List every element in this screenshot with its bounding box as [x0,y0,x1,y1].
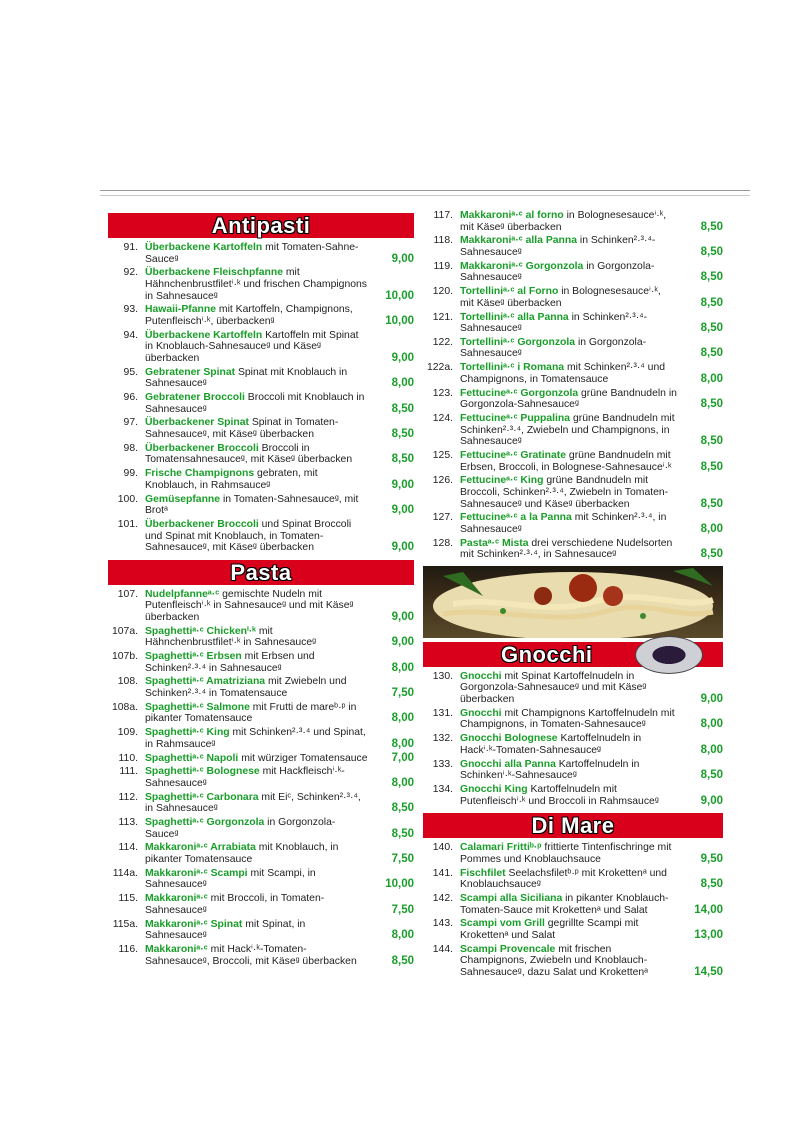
section-banner-dimare [423,813,723,838]
item-price: 9,00 [700,693,723,706]
item-name: Tortelliniᵃ·ᶜ i Romana [460,362,565,374]
item-name: Fischfilet [460,867,506,879]
menu-item [108,766,414,789]
item-description: mit Frutti de mareᵇ·ᵖ in pikanter Tomatensauce [145,701,357,725]
item-price: 8,00 [391,737,414,750]
item-name: Makkaroniᵃ·ᶜ al forno [460,210,564,221]
menu-item [108,919,414,942]
item-price: 8,00 [391,776,414,789]
item-description: mit Hackfleischⁱ·ᵏ-Sahnesauceᵍ [145,766,345,789]
item-description: in Schinken²·³·⁴-Sahnesauceᵍ [460,311,648,335]
item-description: mit Schinken²·³·⁴ und Spinat, in Rahmsauceᵍ [145,727,366,750]
item-name: Spaghettiᵃ·ᶜ Carbonara [145,791,259,803]
item-description: mit frischen Champignons, Zwiebeln und Knoblauch-Sahnesauceᵍ, dazu Salat und Krokettenᵃ [460,943,649,978]
item-number: 95. [123,366,138,378]
item-price: 10,00 [385,289,414,302]
item-name: Spaghettiᵃ·ᶜ King [145,727,230,739]
item-name: Fettucineᵃ·ᶜ Puppalina [460,413,571,424]
menu-item [108,392,414,415]
item-description: mit Spinat, in Sahnesauceᵍ [145,918,306,942]
item-description: grüne Bandnudeln mit Schinken²·³·⁴, Zwiebeln und Champignons, in Sahnesauceᵍ [460,413,675,448]
item-name: Überbackener Broccoli [145,442,259,454]
menu-item [423,362,723,385]
item-price: 9,50 [700,852,723,865]
menu-item [108,589,414,624]
item-name: Überbackener Spinat [145,417,249,429]
item-number: 118. [433,235,453,247]
item-description: Broccoli mit Knoblauch in Sahnesauceᵍ [145,392,365,415]
item-name: Gnocchi alla Panna [460,758,556,770]
right-column [423,210,723,981]
menu-item [423,475,723,510]
menu-item [423,210,723,233]
item-number: 109. [117,727,138,739]
item-description: mit Spinat Kartoffelnudeln in Gorgonzola-Sahnesauceᵍ und mit Käseᵍ überbacken [460,670,647,706]
item-name: Scampi Provencale [460,943,556,955]
item-price: 8,50 [700,769,723,782]
item-description: mit Champignons Kartoffelnudeln mit Champignons, in Tomaten-Sahnesauceᵍ [460,707,675,731]
item-name: Makkaroniᵃ·ᶜ Gorgonzola [460,260,584,272]
menu-item [108,519,414,554]
item-price: 8,50 [700,271,723,284]
item-name: Frische Champignons [145,468,255,480]
item-number: 92. [123,267,138,279]
item-description: in Gorgonzola-Sauceᵍ [145,817,336,840]
menu-item [108,494,414,517]
item-name: Gnocchi Bolognese [460,733,558,745]
item-price: 8,50 [700,435,723,448]
item-name: Überbackene Kartoffeln [145,242,263,253]
left-column [108,210,414,969]
menu-item [108,676,414,699]
item-price: 8,50 [391,428,414,441]
item-price: 8,50 [391,402,414,415]
item-number: 143. [432,918,453,930]
menu-item [108,868,414,891]
item-number: 107b. [111,651,138,663]
item-description: Spinat in Tomaten-Sahnesauceᵍ, mit Käseᵍ überbacken [145,417,339,441]
item-price: 8,50 [700,497,723,510]
item-number: 141. [432,867,453,879]
item-name: Gemüsepfanne [145,493,221,505]
item-name: Gnocchi [460,707,502,719]
top-rule [100,190,750,191]
item-number: 130. [432,670,453,682]
item-name: Spaghettiᵃ·ᶜ Bolognese [145,766,260,778]
item-name: Gnocchi [460,670,502,682]
item-description: mit Erbsen und Schinken²·³·⁴ in Sahnesauceᵍ [145,651,315,674]
section-title: Gnocchi [501,641,593,667]
item-number: 108a. [111,701,138,713]
item-number: 115. [118,893,138,905]
menu-item [108,304,414,327]
item-price: 7,50 [391,853,414,866]
menu-item [423,512,723,535]
menu-item [423,538,723,561]
item-number: 117. [433,210,453,221]
pasta-photo [423,566,723,638]
item-number: 144. [432,943,453,955]
menu-item [108,468,414,491]
menu-item [423,784,723,807]
menu-item [108,753,414,765]
item-number: 113. [118,817,138,829]
item-number: 111. [119,766,138,778]
menu-item [108,792,414,815]
item-price: 9,00 [391,351,414,364]
item-description: Seelachsfiletᵇ·ᵖ mit Krokettenᵃ und Knoblauchsauceᵍ [460,867,667,891]
item-price: 8,00 [700,372,723,385]
item-description: in Bolognesesauceⁱ·ᵏ, mit Käseᵍ überbacken [460,210,667,233]
menu-item [108,702,414,725]
item-name: Spaghettiᵃ·ᶜ Gorgonzola [145,817,265,829]
item-price: 7,50 [391,903,414,916]
pasta-list-continued [423,210,723,561]
item-price: 10,00 [385,314,414,327]
menu-item [423,868,723,891]
item-name: Spaghettiᵃ·ᶜ Erbsen [145,651,242,663]
item-description: Kartoffelnudeln in Hackⁱ·ᵏ-Tomaten-Sahnesauceᵍ [460,733,642,756]
menu-item [423,235,723,258]
item-price: 8,50 [700,296,723,309]
item-number: 99. [123,468,138,480]
item-name: Makkaroniᵃ·ᶜ [145,893,208,905]
item-name: Makkaroniᵃ·ᶜ Arrabiata [145,842,256,854]
item-number: 133. [432,758,453,770]
menu-item [108,267,414,302]
item-description: mit Knoblauch, in pikanter Tomatensauce [145,842,339,866]
item-description: in Schinken²·³·⁴-Sahnesauceᵍ [460,235,656,258]
item-name: Scampi vom Grill [460,918,545,930]
item-price: 9,00 [700,794,723,807]
item-number: 122. [432,336,453,348]
item-description: gemischte Nudeln mit Putenfleischⁱ·ᵏ in Sahnesauceᵍ und mit Käseᵍ überbacken [145,588,354,623]
menu-item [108,626,414,649]
item-name: Überbackene Fleischpfanne [145,267,284,279]
item-name: Nudelpfanneᵃ·ᶜ [145,588,220,600]
item-number: 114. [118,842,138,854]
item-name: Calamari Frittiᵇ·ᵖ [460,842,542,854]
item-price: 14,00 [694,903,723,916]
item-name: Überbackene Kartoffeln [145,329,263,341]
item-name: Spaghettiᵃ·ᶜ Salmone [145,701,250,713]
item-price: 7,50 [391,687,414,700]
item-description: frittierte Tintenfischringe mit Pommes und Knoblauchsauce [460,842,672,865]
item-name: Tortelliniᵃ·ᶜ Gorgonzola [460,336,576,348]
item-price: 8,50 [391,802,414,815]
item-number: 110. [118,752,138,764]
item-name: Fettucineᵃ·ᶜ a la Panna [460,512,572,524]
item-price: 8,00 [391,661,414,674]
item-description: in Bolognesesauceⁱ·ᵏ, mit Käseᵍ überbacken [460,286,661,309]
item-description: in Tomaten-Sahnesauceᵍ, mit Brotᵃ [145,493,359,517]
item-price: 8,00 [391,712,414,725]
menu-item [423,759,723,782]
item-description: gegrillte Scampi mit Krokettenᵃ und Salat [460,918,639,941]
dimare-list [423,842,723,978]
item-number: 98. [123,442,138,454]
item-name: Makkaroniᵃ·ᶜ Scampi [145,867,248,879]
item-name: Gebratener Broccoli [145,392,245,404]
item-description: mit Tomaten-Sahne-Sauceᵍ [145,242,359,265]
item-description: in pikanter Knoblauch-Tomaten-Sauce mit Krokettenᵃ und Salat [460,892,669,916]
menu-item [108,817,414,840]
menu-item [423,944,723,979]
item-name: Scampi alla Siciliana [460,892,563,904]
item-price: 7,00 [391,751,414,764]
item-description: grüne Bandnudeln mit Broccoli, Schinken²·³·⁴, Zwiebeln in Tomaten-Sahnesauceᵍ und Käseᵍ überbacken [460,475,669,510]
item-number: 93. [123,304,138,316]
item-price: 8,50 [391,954,414,967]
item-description: mit Kartoffeln, Champignons, Putenfleischⁱ·ᵏ, überbackenᵍ [145,304,353,327]
item-description: Broccoli in Tomatensahnesauceᵍ, mit Käseᵍ überbacken [145,442,353,466]
item-number: 119. [433,260,453,272]
gnocchi-plate-image [635,636,703,674]
item-description: grüne Bandnudeln mit Erbsen, Broccoli, in Bolognese-Sahnesauceⁱ·ᵏ [460,449,672,473]
pasta-image [423,566,723,638]
item-number: 127. [432,512,453,524]
menu-item [423,413,723,448]
item-price: 9,00 [391,504,414,517]
section-banner-pasta [108,560,414,585]
item-price: 8,50 [700,878,723,891]
gnocchi-list [423,671,723,807]
menu-item [423,671,723,706]
item-price: 8,50 [391,453,414,466]
item-number: 91. [123,242,138,253]
item-price: 9,00 [391,478,414,491]
section-banner-gnocchi [423,642,723,667]
item-price: 9,00 [391,636,414,649]
menu-item [423,312,723,335]
menu-item [423,918,723,941]
item-description: in Gorgonzola-Sahnesauceᵍ [460,260,655,284]
section-title: Di Mare [531,813,615,839]
item-price: 8,50 [700,322,723,335]
item-name: Gnocchi King [460,783,528,795]
item-description: Kartoffelnudeln mit Putenfleischⁱ·ᵏ und Broccoli in Rahmsauceᵍ [460,783,659,807]
menu-item [108,367,414,390]
item-description: mit Hackⁱ·ᵏ-Tomaten-Sahnesauceᵍ, Broccoli, mit Käseᵍ überbacken [145,943,357,967]
menu-item [423,842,723,865]
menu-item [108,727,414,750]
item-number: 101. [117,518,138,530]
item-price: 8,50 [700,245,723,258]
item-number: 112. [118,791,138,803]
item-number: 126. [432,475,453,487]
item-number: 97. [123,417,138,429]
item-name: Tortelliniᵃ·ᶜ alla Panna [460,311,569,323]
item-description: mit Schinken²·³·⁴ und Champignons, in Tomatensauce [460,362,665,385]
item-price: 9,00 [391,541,414,554]
item-name: Gebratener Spinat [145,366,236,378]
menu-item [423,388,723,411]
item-description: mit Broccoli, in Tomaten-Sahnesauceᵍ [145,893,325,916]
item-number: 94. [123,329,138,341]
item-description: mit Schinken²·³·⁴, in Sahnesauceᵍ [460,512,667,535]
item-price: 14,50 [694,965,723,978]
item-price: 8,00 [700,718,723,731]
item-name: Fettucineᵃ·ᶜ Gorgonzola [460,387,579,399]
item-number: 124. [432,413,453,424]
item-description: mit Scampi, in Sahnesauceᵍ [145,867,316,891]
menu-item [423,893,723,916]
menu-item [108,330,414,365]
item-price: 9,00 [391,610,414,623]
item-name: Hawaii-Pfanne [145,304,217,316]
item-number: 96. [123,392,138,404]
item-description: mit Zwiebeln und Schinken²·³·⁴ in Tomatensauce [145,676,347,700]
item-description: grüne Bandnudeln in Gorgonzola-Sahnesauceᵍ [460,387,677,411]
item-name: Tortelliniᵃ·ᶜ al Forno [460,286,559,298]
item-description: drei verschiedene Nudelsorten mit Schinken²·³·⁴, in Sahnesauceᵍ [460,537,673,561]
item-price: 8,50 [700,460,723,473]
item-price: 8,00 [700,522,723,535]
menu-item [108,242,414,265]
menu-item [423,286,723,309]
section-title: Pasta [230,559,292,585]
item-description: Kartoffelnudeln in Schinkenⁱ·ᵏ-Sahnesauceᵍ [460,758,640,782]
item-name: Fettucineᵃ·ᶜ Gratinate [460,449,567,461]
menu-item [423,337,723,360]
item-number: 100. [117,493,138,505]
item-description: mit Eiᶜ, Schinken²·³·⁴, in Sahnesauceᵍ [145,791,361,815]
item-number: 134. [432,783,453,795]
item-number: 123. [432,387,453,399]
item-price: 8,50 [700,347,723,360]
item-number: 125. [432,449,453,461]
item-name: Spaghettiᵃ·ᶜ Chickenⁱ·ᵏ [145,625,256,637]
section-banner-antipasti [108,213,414,238]
item-name: Überbackener Broccoli [145,518,259,530]
top-rule-secondary [100,195,750,196]
item-price: 8,50 [700,548,723,561]
item-number: 128. [432,537,453,549]
menu-item [108,417,414,440]
item-name: Spaghettiᵃ·ᶜ Amatriziana [145,676,266,688]
item-description: gebraten, mit Knoblauch, in Rahmsauceᵍ [145,468,318,491]
item-name: Fettucineᵃ·ᶜ King [460,475,544,487]
item-number: 114a. [112,867,138,879]
item-name: Makkaroniᵃ·ᶜ Spinat [145,918,243,930]
item-number: 140. [432,842,453,854]
item-number: 115a. [112,918,138,930]
item-name: Spaghettiᵃ·ᶜ Napoli [145,752,239,764]
antipasti-list [108,242,414,554]
item-price: 10,00 [385,878,414,891]
item-description: und Spinat Broccoli und Spinat mit Knoblauch, in Tomaten-Sahnesauceᵍ, mit Käseᵍ überbacken [145,518,352,554]
menu-item [423,708,723,731]
menu-item [108,651,414,674]
item-number: 120. [432,286,453,298]
item-name: Makkaroniᵃ·ᶜ [145,943,208,955]
item-number: 107. [117,588,138,600]
item-price: 8,50 [700,220,723,233]
item-number: 121. [432,311,453,323]
item-price: 9,00 [391,252,414,265]
item-number: 132. [432,733,453,745]
item-price: 8,00 [700,743,723,756]
item-description: mit würziger Tomatensauce [241,752,368,764]
item-price: 13,00 [694,928,723,941]
menu-item [423,261,723,284]
item-description: Spinat mit Knoblauch in Sahnesauceᵍ [145,366,348,390]
menu-item [108,842,414,865]
item-price: 8,00 [391,377,414,390]
item-number: 122a. [426,362,453,374]
section-title: Antipasti [211,213,311,238]
pasta-list [108,589,414,967]
item-number: 108. [117,676,138,688]
item-price: 8,50 [700,398,723,411]
menu-item [423,733,723,756]
item-name: Makkaroniᵃ·ᶜ alla Panna [460,235,578,247]
menu-item [108,893,414,916]
item-number: 142. [432,892,453,904]
menu-item [108,443,414,466]
item-description: mit Hähnchenbrustfiletⁱ·ᵏ in Sahnesauceᵍ [145,625,317,649]
item-number: 116. [118,943,138,955]
item-number: 131. [432,707,453,719]
item-number: 107a. [111,625,138,637]
item-price: 8,00 [391,929,414,942]
item-description: Kartoffeln mit Spinat in Knoblauch-Sahnesauceᵍ und Käseᵍ überbacken [145,329,359,364]
item-description: in Gorgonzola-Sahnesauceᵍ [460,336,647,360]
item-description: mit Hähnchenbrustfiletⁱ·ᵏ und frischen Champignons in Sahnesauceᵍ [145,267,367,302]
menu-item [108,944,414,967]
menu-item [423,450,723,473]
item-price: 8,50 [391,827,414,840]
item-name: Pastaᵃ·ᶜ Mista [460,537,529,549]
